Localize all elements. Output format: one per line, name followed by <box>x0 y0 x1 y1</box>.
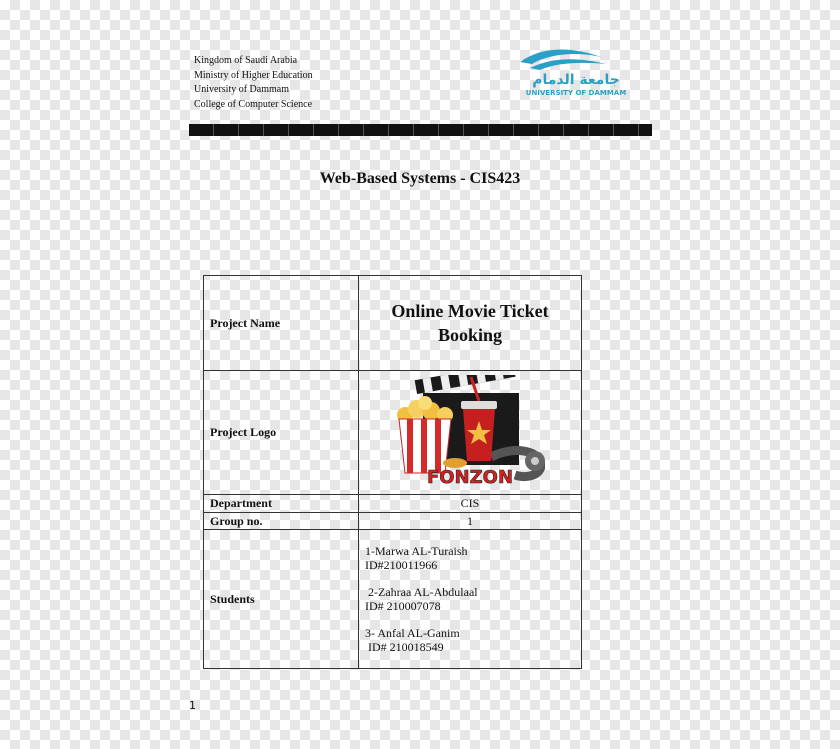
institution-header <box>194 54 313 112</box>
document-title: Web-Based Systems - CIS423 <box>319 170 521 187</box>
project-name-line: Booking <box>437 325 503 345</box>
group-label: Group no. <box>204 513 359 530</box>
group-value: 1 <box>359 513 582 530</box>
department-value: CIS <box>359 495 582 513</box>
logo-arabic-text: جامعة الدمام <box>532 72 620 88</box>
project-name-label: Project Name <box>204 276 359 371</box>
department-label: Department <box>204 495 359 513</box>
university-logo <box>512 44 637 100</box>
student-name: 2-Zahraa AL-Abdulaal <box>365 585 478 599</box>
table-row <box>204 513 582 530</box>
page-number: 1 <box>189 699 196 712</box>
logo-english-text: UNIVERSITY OF DAMMAM <box>525 89 627 97</box>
wave-logo-icon <box>520 49 606 70</box>
header-line: Kingdom of Saudi Arabia <box>194 55 298 66</box>
header-divider-bar <box>189 124 652 136</box>
project-name-value <box>359 276 582 371</box>
student-id: ID# 210018549 <box>365 640 444 654</box>
students-cell <box>359 530 582 669</box>
student-name: 3- Anfal AL-Ganim <box>365 626 460 640</box>
header-line: Ministry of Higher Education <box>194 69 313 81</box>
students-list <box>365 544 575 654</box>
drink-cup-icon <box>461 377 497 461</box>
table-row <box>204 530 582 669</box>
table-row <box>204 371 582 495</box>
table-row <box>204 276 582 371</box>
project-logo-label: Project Logo <box>204 371 359 495</box>
project-logo-cell <box>359 371 582 495</box>
students-label: Students <box>204 530 359 669</box>
header-line: University of Dammam <box>194 84 289 95</box>
student-id: ID#210011966 <box>365 558 438 572</box>
project-name-line: Online Movie Ticket <box>391 301 549 321</box>
student-name: 1-Marwa AL-Turaish <box>365 544 468 558</box>
table-row <box>204 495 582 513</box>
header-line: College of Computer Science <box>194 98 313 110</box>
movie-logo-image <box>395 375 545 487</box>
project-info-table <box>203 275 582 669</box>
movie-logo-text: FONZON <box>426 466 514 487</box>
student-id: ID# 210007078 <box>365 599 441 613</box>
